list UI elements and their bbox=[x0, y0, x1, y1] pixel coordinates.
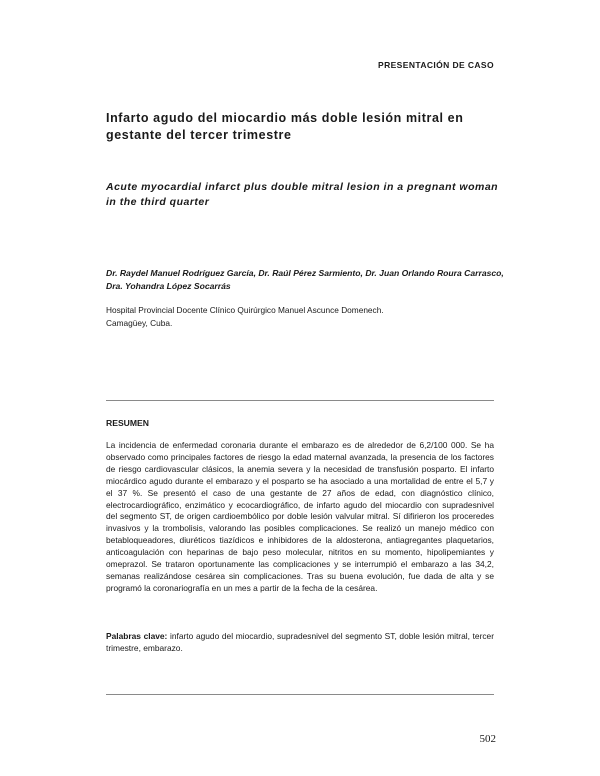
divider-top bbox=[106, 400, 494, 401]
affiliation-line-1: Hospital Provincial Docente Clínico Quirúrgico Manuel Ascunce Domenech. bbox=[106, 305, 384, 315]
author-list: Dr. Raydel Manuel Rodríguez García, Dr. Raúl Pérez Sarmiento, Dr. Juan Orlando Roura Carrasco, Dra. Yohandra López Socarrás bbox=[106, 268, 504, 291]
page-number: 502 bbox=[479, 733, 496, 745]
article-title-spanish: Infarto agudo del miocardio más doble lesión mitral en gestante del tercer trimestre bbox=[106, 111, 464, 142]
keywords bbox=[106, 631, 494, 655]
affiliation bbox=[106, 304, 506, 330]
keywords-text: infarto agudo del miocardio, supradesnivel del segmento ST, doble lesión mitral, tercer trimestre, embarazo. bbox=[106, 631, 495, 653]
affiliation-line-2: Camagüey, Cuba. bbox=[106, 318, 173, 328]
section-label: PRESENTACIÓN DE CASO bbox=[378, 60, 494, 70]
abstract-heading: RESUMEN bbox=[106, 418, 149, 428]
keywords-label: Palabras clave: bbox=[106, 631, 168, 641]
divider-bottom bbox=[106, 694, 494, 695]
abstract-body: La incidencia de enfermedad coronaria durante el embarazo es de alrededor de 6,2/100 000. Se ha observado como principales factores de riesgo la edad maternal avanzada, la presencia de los factores de riesgo cardiovascular clásicos, la anemia severa y la necesidad de transfusión posparto. El infarto miocárdico agudo durante el embarazo y el posparto se ha asociado a una mortalidad de entre el 5,7 y el 37 %. Se presentó el caso de una gestante de 27 años de edad, con diagnóstico clínico, electrocardiográfico, enzimático y ecocardiográfico, de infarto agudo del miocardio con supradesnivel del segmento ST, de origen cardioembólico por doble lesión valvular mitral. Sí difirieron los proceredes invasivos y la trombolisis, valorando las posibles complicaciones. Se realizó un manejo médico con betabloqueadores, diuréticos tiazídicos e inhibidores de la aldosterona, antiagregantes plaquetarios, anticoagulación con heparinas de bajo peso molecular, nitritos en su momento, hipolipemiantes y omeprazol. Se trataron oportunamente las complicaciones y se interrumpió el embarazo a las 34,2, semanas realizándose cesárea sin complicaciones. Tras su buena evolución, fue dada de alta y se programó la coronariografía en un mes a partir de la fecha de la cesárea. bbox=[106, 440, 494, 593]
article-title-english: Acute myocardial infarct plus double mitral lesion in a pregnant woman in the third quarter bbox=[106, 181, 499, 208]
